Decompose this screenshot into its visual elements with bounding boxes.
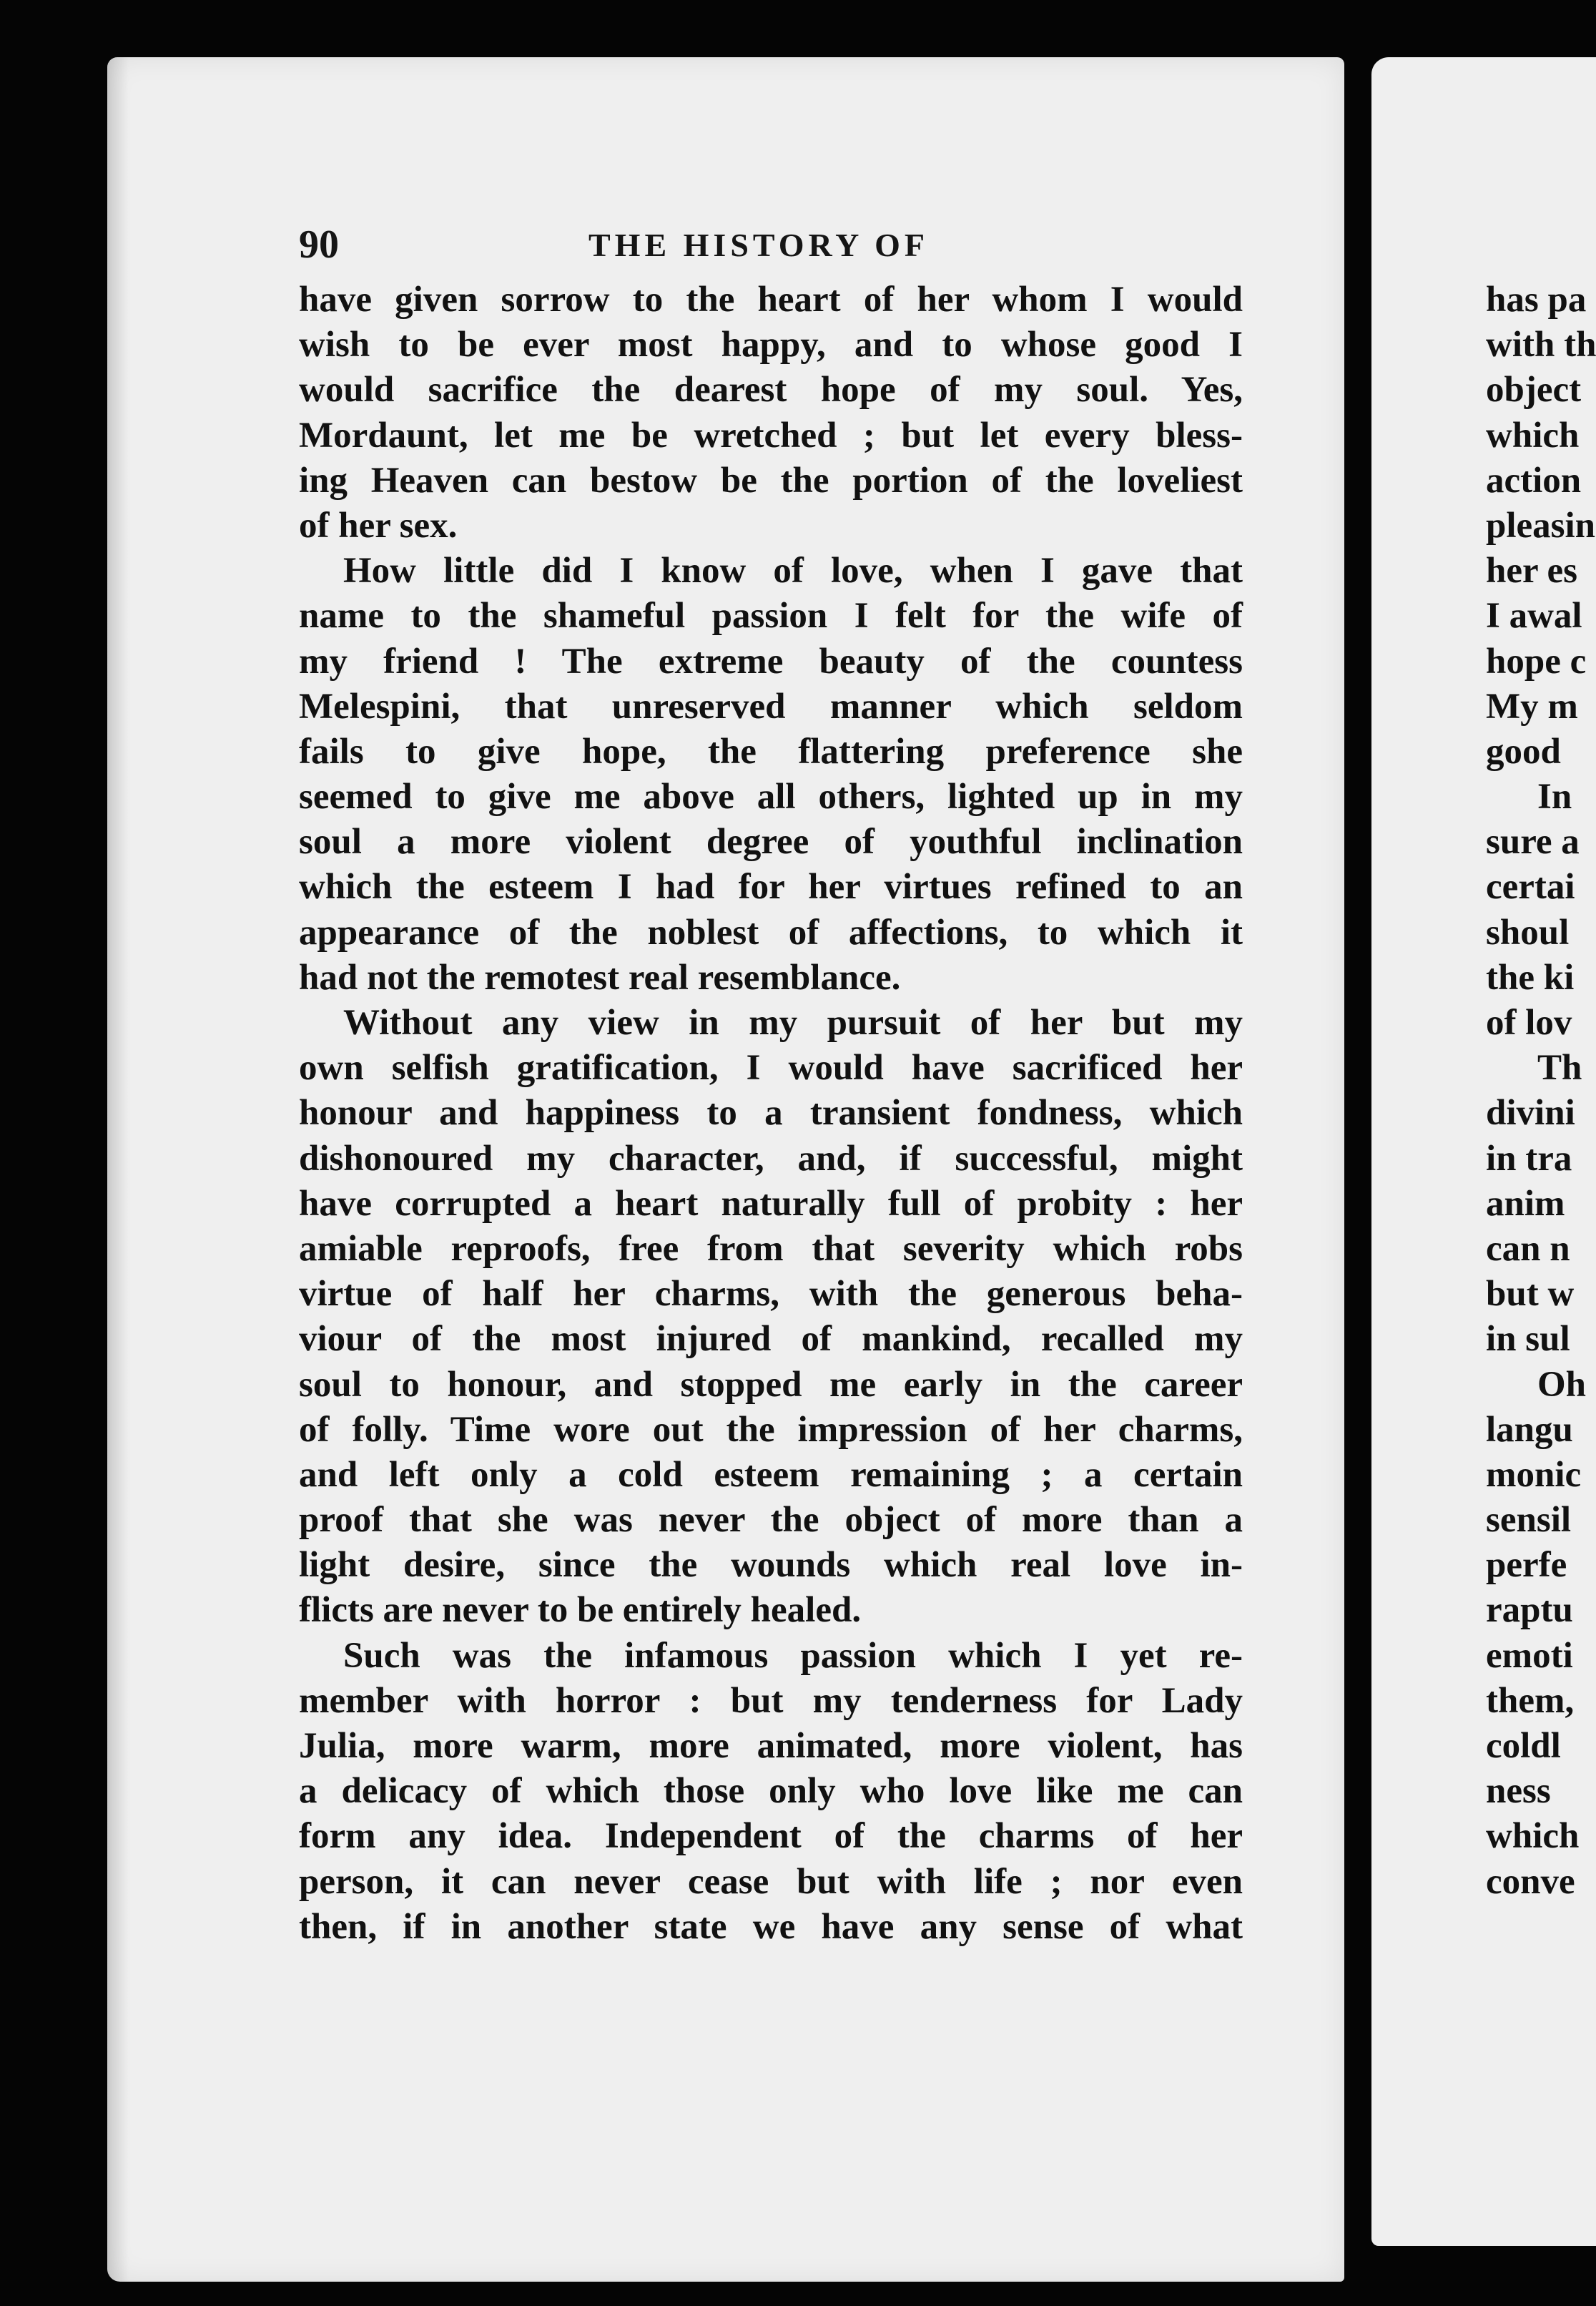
text-line-fragment: in sul bbox=[1486, 1319, 1570, 1360]
text-line: which the esteem I had for her virtues refined to an bbox=[299, 867, 1243, 908]
text-line-fragment: Th bbox=[1537, 1048, 1582, 1089]
text-line-fragment: langu bbox=[1486, 1409, 1573, 1450]
text-line: honour and happiness to a transient fondness, which bbox=[299, 1093, 1243, 1134]
text-line: Such was the infamous passion which I yet re- bbox=[343, 1635, 1243, 1676]
text-line: form any idea. Independent of the charms of her bbox=[299, 1816, 1243, 1857]
text-line: my friend ! The extreme beauty of the countess bbox=[299, 641, 1243, 682]
text-line-fragment: good bbox=[1486, 731, 1561, 772]
text-line-fragment: anim bbox=[1486, 1183, 1565, 1224]
text-line: name to the shameful passion I felt for the wife of bbox=[299, 596, 1243, 637]
text-line-fragment: certai bbox=[1486, 867, 1575, 908]
text-line-fragment: action bbox=[1486, 460, 1582, 501]
text-line: amiable reproofs, free from that severity which robs bbox=[299, 1228, 1243, 1269]
text-line-fragment: them, bbox=[1486, 1680, 1575, 1721]
text-line-fragment: her es bbox=[1486, 551, 1577, 592]
text-line-fragment: has pa bbox=[1486, 280, 1587, 320]
left-page-body-text bbox=[299, 278, 1243, 1950]
text-line: have corrupted a heart naturally full of probity : her bbox=[299, 1183, 1243, 1224]
text-line: would sacrifice the dearest hope of my soul. Yes, bbox=[299, 370, 1243, 411]
text-line: a delicacy of which those only who love like me can bbox=[299, 1771, 1243, 1812]
right-page-partial-text bbox=[1486, 278, 1596, 1905]
text-line: Mordaunt, let me be wretched ; but let every bless- bbox=[299, 415, 1243, 456]
text-line-fragment: object bbox=[1486, 370, 1582, 411]
text-line-fragment: sure a bbox=[1486, 822, 1580, 863]
text-line-fragment: with th bbox=[1486, 325, 1596, 365]
text-line-fragment: shoul bbox=[1486, 912, 1570, 953]
text-line: viour of the most injured of mankind, recalled my bbox=[299, 1319, 1243, 1360]
text-line: fails to give hope, the flattering preference she bbox=[299, 731, 1243, 772]
text-line-fragment: emoti bbox=[1486, 1635, 1573, 1676]
text-line-fragment: but w bbox=[1486, 1274, 1575, 1315]
text-line: light desire, since the wounds which real love in- bbox=[299, 1545, 1243, 1586]
text-line-fragment: Oh bbox=[1537, 1364, 1587, 1405]
text-line-fragment: of lov bbox=[1486, 1003, 1572, 1043]
text-line-fragment: which bbox=[1486, 1816, 1580, 1857]
text-line: had not the remotest real resemblance. bbox=[299, 957, 901, 998]
text-line: wish to be ever most happy, and to whose good I bbox=[299, 325, 1243, 365]
running-head bbox=[299, 215, 1243, 272]
running-title: THE HISTORY OF bbox=[588, 227, 930, 263]
text-line-fragment: ness bbox=[1486, 1771, 1551, 1812]
text-line: virtue of half her charms, with the generous beha- bbox=[299, 1274, 1243, 1315]
text-line-fragment: monic bbox=[1486, 1454, 1582, 1495]
text-line-fragment: in tra bbox=[1486, 1138, 1572, 1179]
text-line: dishonoured my character, and, if successful, might bbox=[299, 1138, 1243, 1179]
text-line: soul a more violent degree of youthful inclination bbox=[299, 822, 1243, 863]
text-line: own selfish gratification, I would have sacrificed her bbox=[299, 1048, 1243, 1089]
text-line: ing Heaven can bestow be the portion of the loveliest bbox=[299, 460, 1243, 501]
text-line: Julia, more warm, more animated, more violent, has bbox=[299, 1726, 1243, 1766]
text-line: have given sorrow to the heart of her whom I would bbox=[299, 280, 1243, 320]
text-line: Melespini, that unreserved manner which seldom bbox=[299, 686, 1243, 727]
text-line-fragment: coldl bbox=[1486, 1726, 1561, 1766]
text-line-fragment: My m bbox=[1486, 686, 1578, 727]
text-line: of folly. Time wore out the impression of her charms, bbox=[299, 1409, 1243, 1450]
text-line: proof that she was never the object of more than a bbox=[299, 1500, 1243, 1541]
text-line-fragment: In bbox=[1537, 777, 1572, 818]
text-line: and left only a cold esteem remaining ; a certain bbox=[299, 1454, 1243, 1495]
text-line-fragment: the ki bbox=[1486, 957, 1575, 998]
text-line-fragment: perfe bbox=[1486, 1545, 1567, 1586]
text-line: flicts are never to be entirely healed. bbox=[299, 1590, 862, 1631]
text-line-fragment: pleasin bbox=[1486, 505, 1596, 546]
page-number: 90 bbox=[299, 222, 339, 267]
text-line: Without any view in my pursuit of her but my bbox=[343, 1003, 1243, 1043]
text-line-fragment: divini bbox=[1486, 1093, 1575, 1134]
text-line-fragment: can n bbox=[1486, 1228, 1570, 1269]
text-line: member with horror : but my tenderness for Lady bbox=[299, 1680, 1243, 1721]
text-line: person, it can never cease but with life ; nor even bbox=[299, 1861, 1243, 1902]
text-line: seemed to give me above all others, lighted up in my bbox=[299, 777, 1243, 818]
text-line: of her sex. bbox=[299, 505, 458, 546]
text-line-fragment: I awal bbox=[1486, 596, 1582, 637]
text-line: soul to honour, and stopped me early in the career bbox=[299, 1364, 1243, 1405]
text-line-fragment: conve bbox=[1486, 1861, 1575, 1902]
text-line: then, if in another state we have any sense of what bbox=[299, 1906, 1243, 1947]
text-line-fragment: hope c bbox=[1486, 641, 1587, 682]
text-line: How little did I know of love, when I gave that bbox=[343, 551, 1243, 592]
text-line-fragment: which bbox=[1486, 415, 1580, 456]
text-line: appearance of the noblest of affections, to which it bbox=[299, 912, 1243, 953]
text-line-fragment: raptu bbox=[1486, 1590, 1573, 1631]
text-line-fragment: sensil bbox=[1486, 1500, 1572, 1541]
